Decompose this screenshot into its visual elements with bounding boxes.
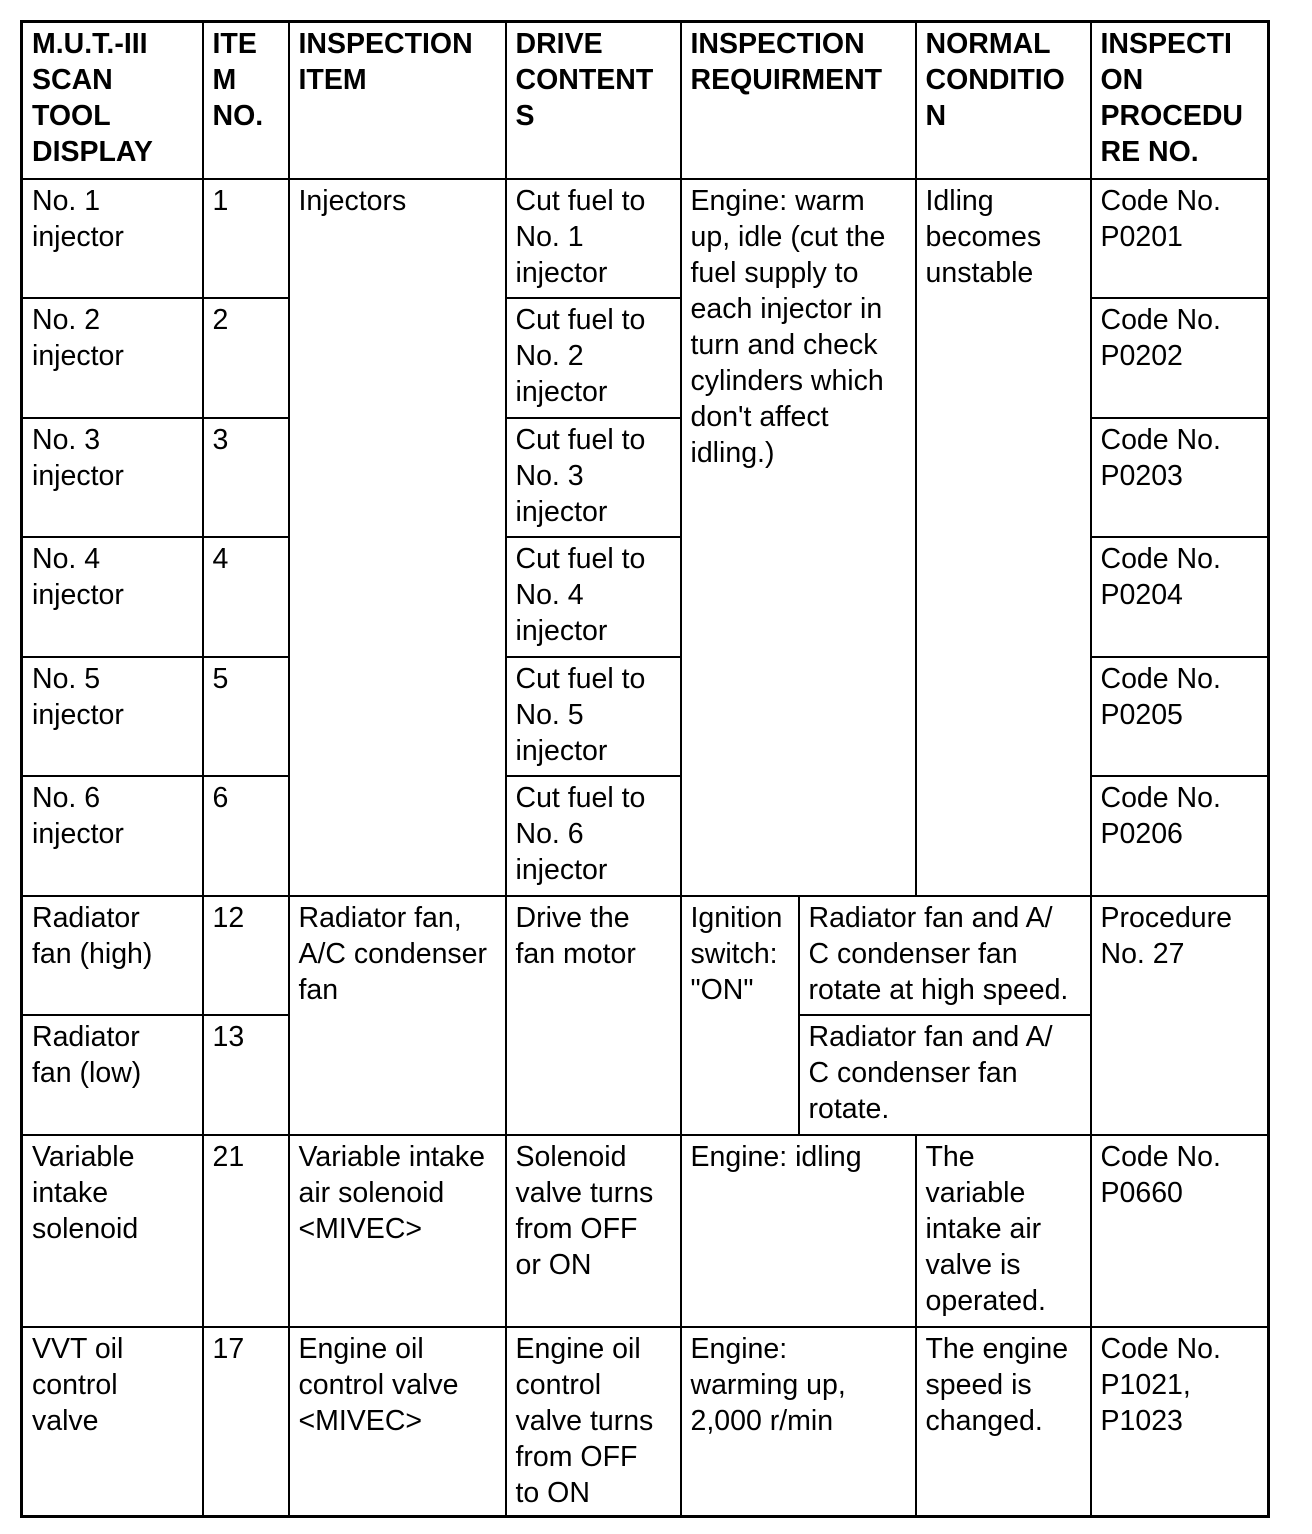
- normal-condition-cell: Radiator fan and A/ C condenser fan rotate.: [799, 1015, 1091, 1135]
- inspection-item-cell: Engine oil control valve <MIVEC>: [289, 1327, 506, 1517]
- inspection-item-cell: Variable intake air solenoid <MIVEC>: [289, 1135, 506, 1327]
- drive-contents-cell: Cut fuel to No. 4 injector: [506, 537, 681, 657]
- procedure-code-cell: Code No. P0205: [1091, 657, 1269, 776]
- procedure-code-cell: Code No. P0204: [1091, 537, 1269, 657]
- procedure-code-cell: Code No. P0202: [1091, 298, 1269, 418]
- actuator-test-table: [20, 20, 1270, 1518]
- drive-contents-cell: Cut fuel to No. 1 injector: [506, 179, 681, 298]
- scan-display-cell: Radiator fan (high): [22, 896, 203, 1015]
- item-no-cell: 2: [203, 298, 289, 418]
- inspection-requirement-cell: Engine: warm up, idle (cut the fuel supply to each injector in turn and check cylinders which don't affect idling.): [681, 179, 916, 896]
- drive-contents-cell: Cut fuel to No. 6 injector: [506, 776, 681, 896]
- header-procedure-no: INSPECTI ON PROCEDU RE NO.: [1091, 22, 1269, 179]
- inspection-item-cell: Radiator fan, A/C condenser fan: [289, 896, 506, 1135]
- table-row: [22, 896, 1269, 1015]
- scan-display-cell: Radiator fan (low): [22, 1015, 203, 1135]
- item-no-cell: 1: [203, 179, 289, 298]
- normal-condition-cell: The variable intake air valve is operated.: [916, 1135, 1091, 1327]
- scan-display-cell: VVT oil control valve: [22, 1327, 203, 1517]
- item-no-cell: 21: [203, 1135, 289, 1327]
- item-no-cell: 3: [203, 418, 289, 537]
- scan-display-cell: No. 4 injector: [22, 537, 203, 657]
- drive-contents-cell: Solenoid valve turns from OFF or ON: [506, 1135, 681, 1327]
- normal-condition-cell: Radiator fan and A/ C condenser fan rotate at high speed.: [799, 896, 1091, 1015]
- procedure-code-cell: Code No. P0203: [1091, 418, 1269, 537]
- drive-contents-cell: Cut fuel to No. 5 injector: [506, 657, 681, 776]
- scan-display-cell: No. 1 injector: [22, 179, 203, 298]
- normal-condition-cell: Idling becomes unstable: [916, 179, 1091, 896]
- inspection-requirement-cell: Engine: warming up, 2,000 r/min: [681, 1327, 916, 1517]
- item-no-cell: 12: [203, 896, 289, 1015]
- header-inspection-item: INSPECTION ITEM: [289, 22, 506, 179]
- item-no-cell: 17: [203, 1327, 289, 1517]
- inspection-item-cell: Injectors: [289, 179, 506, 896]
- item-no-cell: 5: [203, 657, 289, 776]
- item-no-cell: 13: [203, 1015, 289, 1135]
- procedure-code-cell: Code No. P0201: [1091, 179, 1269, 298]
- header-normal-condition: NORMAL CONDITIO N: [916, 22, 1091, 179]
- scan-display-cell: No. 2 injector: [22, 298, 203, 418]
- drive-contents-cell: Cut fuel to No. 3 injector: [506, 418, 681, 537]
- inspection-requirement-cell: Ignition switch: "ON": [681, 896, 799, 1135]
- procedure-code-cell: Code No. P0206: [1091, 776, 1269, 896]
- drive-contents-cell: Engine oil control valve turns from OFF to ON: [506, 1327, 681, 1517]
- header-inspection-requirement: INSPECTION REQUIRMENT: [681, 22, 916, 179]
- item-no-cell: 4: [203, 537, 289, 657]
- header-item-no: ITE M NO.: [203, 22, 289, 179]
- inspection-requirement-cell: Engine: idling: [681, 1135, 916, 1327]
- scan-display-cell: No. 6 injector: [22, 776, 203, 896]
- procedure-code-cell: Procedure No. 27: [1091, 896, 1269, 1135]
- normal-condition-cell: The engine speed is changed.: [916, 1327, 1091, 1517]
- scan-display-cell: No. 5 injector: [22, 657, 203, 776]
- table-row: [22, 1327, 1269, 1517]
- scan-display-cell: No. 3 injector: [22, 418, 203, 537]
- header-scan-tool-display: M.U.T.-III SCAN TOOL DISPLAY: [22, 22, 203, 179]
- header-drive-contents: DRIVE CONTENT S: [506, 22, 681, 179]
- procedure-code-cell: Code No. P0660: [1091, 1135, 1269, 1327]
- table-row: [22, 179, 1269, 298]
- drive-contents-cell: Cut fuel to No. 2 injector: [506, 298, 681, 418]
- procedure-code-cell: Code No. P1021, P1023: [1091, 1327, 1269, 1517]
- table-row: [22, 1135, 1269, 1327]
- item-no-cell: 6: [203, 776, 289, 896]
- header-row: [22, 22, 1269, 179]
- drive-contents-cell: Drive the fan motor: [506, 896, 681, 1135]
- scan-display-cell: Variable intake solenoid: [22, 1135, 203, 1327]
